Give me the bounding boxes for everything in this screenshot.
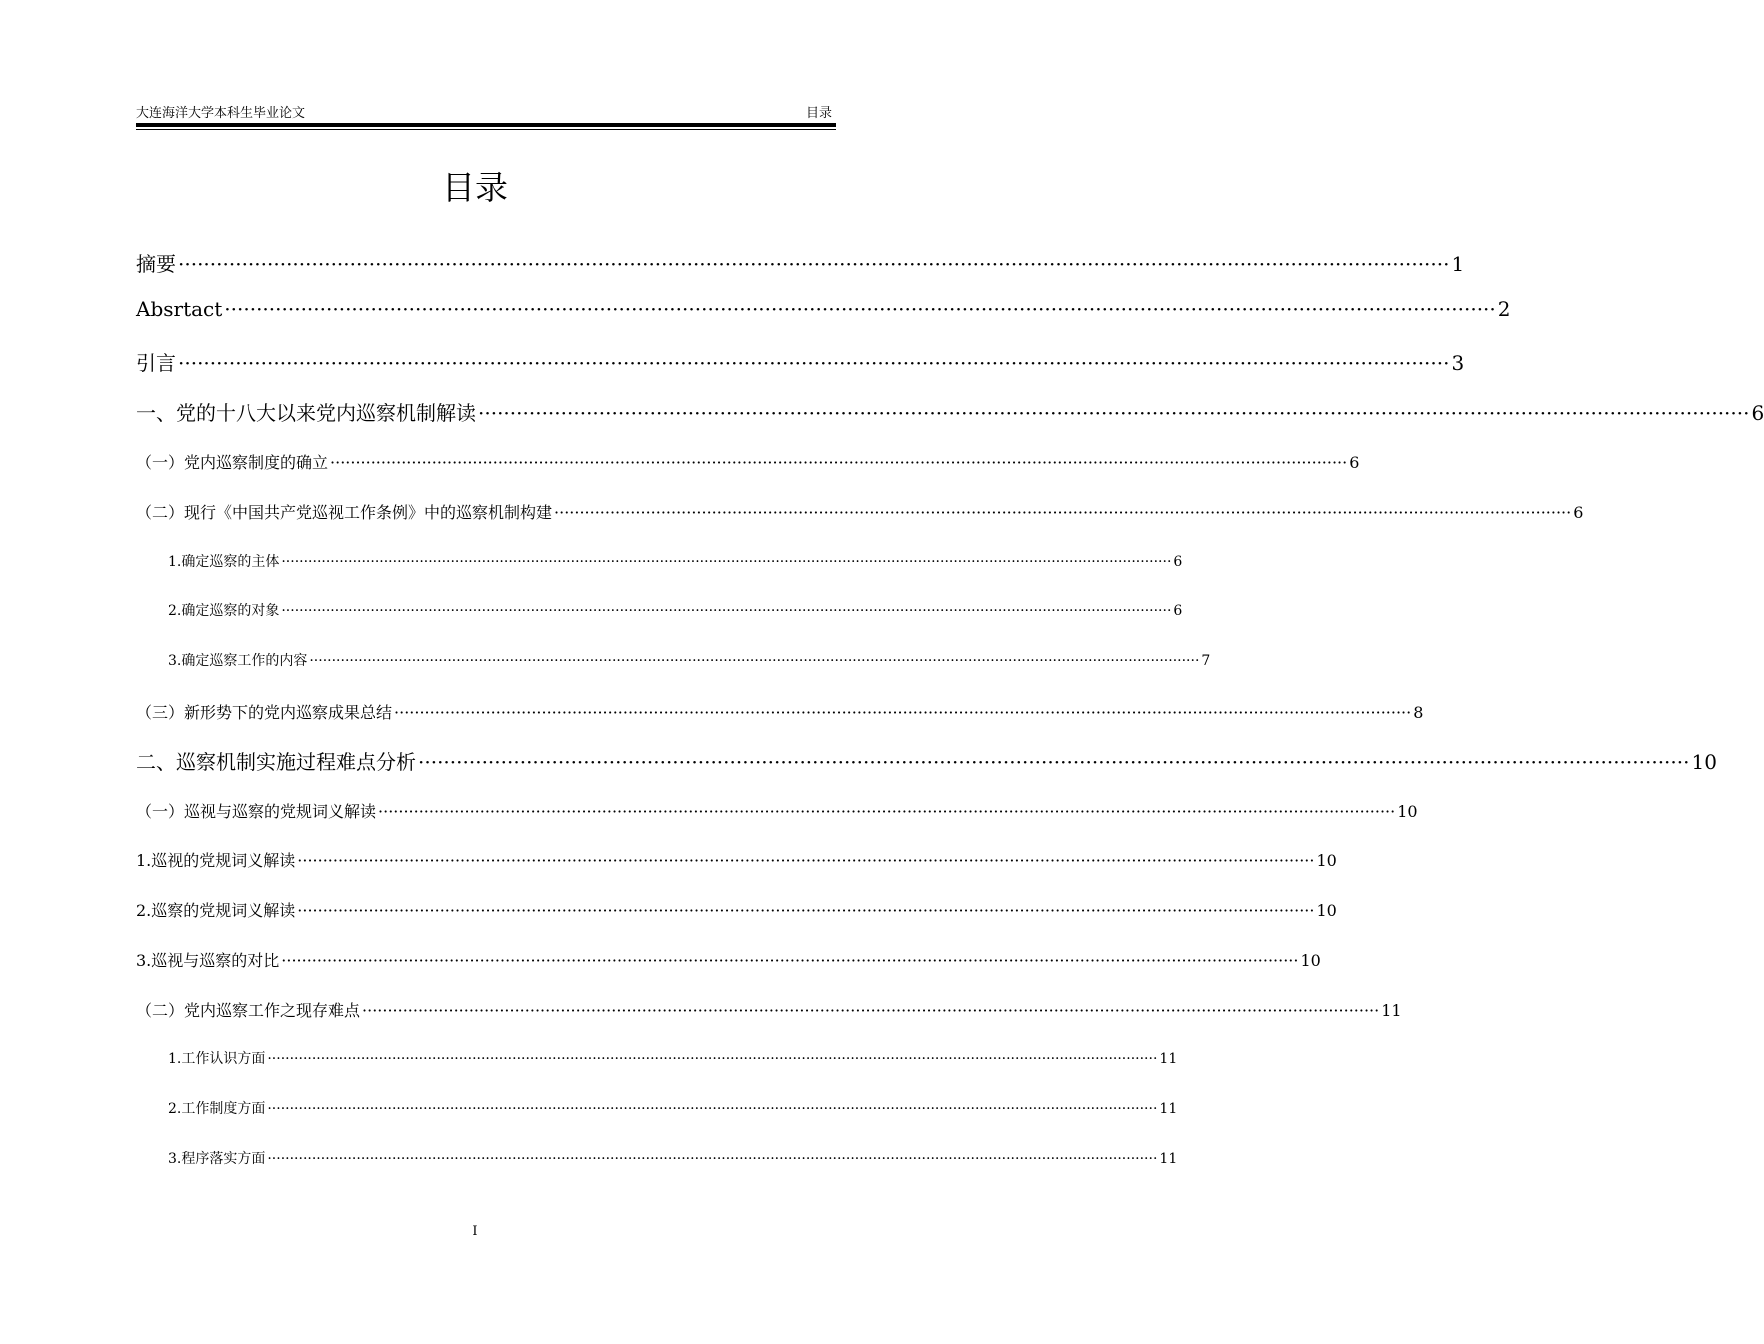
toc-leader-dots: ········································································································································································································: [178, 252, 1450, 276]
toc-entry-page: 10: [1691, 750, 1717, 774]
header-school-title: 大连海洋大学本科生毕业论文: [136, 106, 306, 121]
toc-entry[interactable]: [136, 700, 1424, 723]
toc-leader-dots: ········································································································································································································: [281, 951, 1299, 970]
toc-entry-page: 6: [1349, 453, 1360, 472]
toc-entry[interactable]: [136, 848, 1337, 871]
toc-entry[interactable]: [136, 450, 1360, 473]
toc-entry-page: 3: [1451, 351, 1465, 375]
toc-entry-page: 7: [1201, 653, 1211, 669]
toc-entry[interactable]: [168, 1098, 1178, 1118]
toc-leader-dots: ········································································································································································································: [281, 603, 1172, 619]
toc-leader-dots: ········································································································································································································: [267, 1051, 1158, 1067]
toc-entry[interactable]: [136, 397, 1764, 426]
toc-entry[interactable]: [136, 998, 1402, 1021]
toc-leader-dots: ········································································································································································································: [362, 1001, 1380, 1020]
toc-entry[interactable]: [168, 600, 1183, 620]
toc-entry-page: 8: [1413, 703, 1424, 722]
toc-leader-dots: ········································································································································································································: [267, 1151, 1158, 1167]
toc-entry-page: 11: [1381, 1001, 1402, 1020]
toc-entry-label: 2.工作制度方面: [168, 1101, 266, 1117]
toc-entry-page: 6: [1751, 401, 1764, 425]
toc-entry-page: 10: [1316, 901, 1337, 920]
toc-entry-label: 一、党的十八大以来党内巡察机制解读: [136, 401, 476, 425]
page-number: I: [472, 1224, 478, 1239]
header-section-label: 目录: [805, 106, 832, 121]
toc-entry-label: 1.工作认识方面: [168, 1051, 266, 1067]
toc-entry-page: 6: [1573, 503, 1584, 522]
toc-entry-label: 引言: [136, 351, 176, 375]
toc-leader-dots: ········································································································································································································: [394, 703, 1412, 722]
toc-entry-label: Absrtact: [136, 297, 223, 321]
toc-leader-dots: ········································································································································································································: [330, 453, 1348, 472]
toc-entry-page: 11: [1159, 1051, 1178, 1067]
toc-entry-label: （一）巡视与巡察的党规词义解读: [136, 802, 377, 821]
toc-entry[interactable]: [168, 650, 1211, 670]
toc-entry-label: 二、巡察机制实施过程难点分析: [136, 750, 416, 774]
toc-leader-dots: ········································································································································································································: [178, 351, 1450, 375]
toc-entry-page: 10: [1316, 851, 1337, 870]
toc-entry-label: 2.确定巡察的对象: [168, 603, 280, 619]
toc-entry-label: 1.确定巡察的主体: [168, 554, 280, 570]
toc-entry-label: 1.巡视的党规词义解读: [136, 851, 296, 870]
toc-entry-page: 10: [1300, 951, 1321, 970]
toc-entry-label: 3.程序落实方面: [168, 1151, 266, 1167]
toc-entry[interactable]: [136, 898, 1337, 921]
toc-entry-label: 3.确定巡察工作的内容: [168, 653, 308, 669]
toc-entry-page: 1: [1451, 252, 1465, 276]
toc-leader-dots: ········································································································································································································: [478, 401, 1750, 425]
toc-leader-dots: ········································································································································································································: [281, 554, 1172, 570]
toc-entry-label: （二）党内巡察工作之现存难点: [136, 1001, 361, 1020]
header-rule-thin: [136, 129, 836, 130]
toc-entry[interactable]: [136, 297, 1511, 321]
toc-entry[interactable]: [136, 500, 1584, 523]
toc-leader-dots: ········································································································································································································: [554, 503, 1572, 522]
toc-entry-label: 3.巡视与巡察的对比: [136, 951, 280, 970]
toc-leader-dots: ········································································································································································································: [267, 1101, 1158, 1117]
toc-entry[interactable]: [136, 948, 1321, 971]
toc-entry[interactable]: [136, 746, 1717, 775]
toc-leader-dots: ········································································································································································································: [297, 851, 1315, 870]
toc-entry[interactable]: [136, 799, 1418, 822]
toc-entry[interactable]: [168, 1048, 1178, 1068]
header-rule-thick: [136, 123, 836, 127]
toc-entry-label: （三）新形势下的党内巡察成果总结: [136, 703, 393, 722]
toc-leader-dots: ········································································································································································································: [297, 901, 1315, 920]
toc-entry[interactable]: [136, 248, 1465, 277]
toc-entry-label: （一）党内巡察制度的确立: [136, 453, 329, 472]
toc-entry-page: 10: [1397, 802, 1418, 821]
toc-entry[interactable]: [136, 347, 1465, 376]
toc-entry-page: 11: [1159, 1101, 1178, 1117]
toc-leader-dots: ········································································································································································································: [224, 297, 1496, 321]
toc-entry-page: 2: [1497, 297, 1511, 321]
toc-entry-label: 摘要: [136, 252, 176, 276]
toc-entry-page: 11: [1159, 1151, 1178, 1167]
toc-leader-dots: ········································································································································································································: [309, 653, 1200, 669]
toc-entry-label: 2.巡察的党规词义解读: [136, 901, 296, 920]
toc-title: 目录: [442, 168, 508, 207]
toc-leader-dots: ········································································································································································································: [418, 750, 1690, 774]
toc-entry-page: 6: [1173, 603, 1183, 619]
toc-entry-page: 6: [1173, 554, 1183, 570]
toc-entry-label: （二）现行《中国共产党巡视工作条例》中的巡察机制构建: [136, 503, 553, 522]
toc-leader-dots: ········································································································································································································: [378, 802, 1396, 821]
toc-entry[interactable]: [168, 551, 1183, 571]
toc-entry[interactable]: [168, 1148, 1178, 1168]
page-header: [136, 104, 836, 124]
